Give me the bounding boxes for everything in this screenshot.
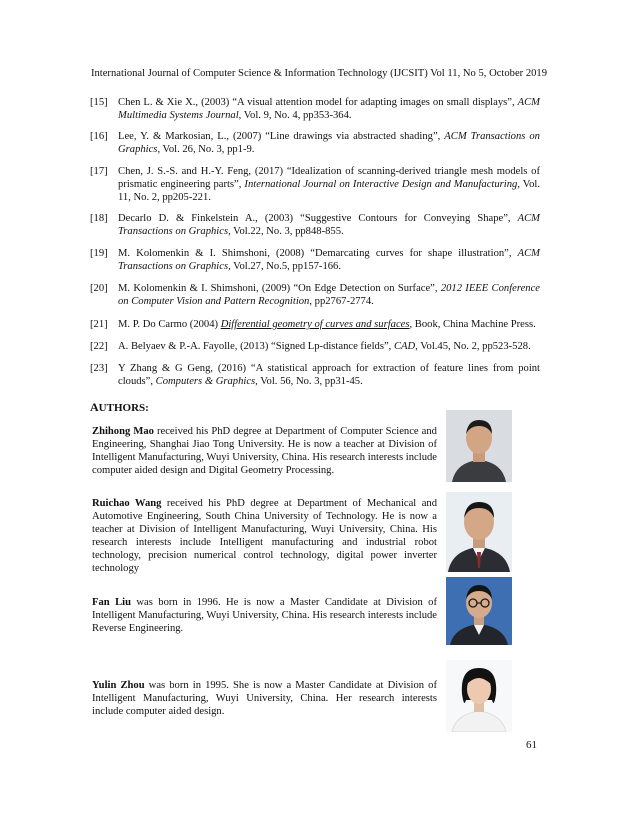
reference-23	[90, 362, 540, 388]
reference-venue: ACM Multimedia Systems Journal	[118, 97, 540, 121]
author-bio-text: was born in 1995. She is now a Master Candidate at Division of Intelligent Manufacturing, Wuyi University, China. Her research interests include computer aided design.	[92, 680, 437, 717]
reference-number: [20]	[90, 283, 108, 294]
reference-text: Y Zhang & G Geng, (2016) “A statistical approach for extraction of feature lines from point clouds”,	[118, 363, 540, 387]
author-name: Ruichao Wang	[92, 498, 162, 509]
authors-heading: AUTHORS:	[90, 400, 149, 414]
reference-number: [18]	[90, 213, 108, 224]
author-photo-liu	[446, 577, 512, 645]
reference-tail: , Vol. 11, No. 2, pp205-221.	[118, 179, 540, 203]
author-photo-zhou	[446, 660, 512, 732]
reference-number: [19]	[90, 248, 108, 259]
reference-text: A. Belyaev & P.-A. Fayolle, (2013) “Signed Lp-distance fields”,	[118, 341, 394, 352]
reference-tail: , Vol. 9, No. 4, pp353-364.	[238, 110, 352, 121]
running-header: International Journal of Computer Science & Information Technology (IJCSIT) Vol 11, No 5, October 2019	[90, 68, 548, 79]
reference-tail: , Vol.22, No. 3, pp848-855.	[228, 226, 344, 237]
reference-text: Lee, Y. & Markosian, L., (2007) “Line drawings via abstracted shading”,	[118, 131, 445, 142]
reference-venue: Computers & Graphics	[155, 376, 256, 387]
reference-22	[90, 340, 540, 353]
author-photo-mao	[446, 410, 512, 482]
reference-16	[90, 130, 540, 156]
author-bio-text: was born in 1996. He is now a Master Candidate at Division of Intelligent Manufacturing, Wuyi University, China. His research interests include Reverse Engineering.	[92, 597, 437, 634]
reference-21	[90, 318, 540, 331]
reference-number: [22]	[90, 341, 108, 352]
reference-tail: , Book, China Machine Press.	[409, 319, 536, 330]
author-bio-liu	[92, 596, 437, 635]
author-photo-wang	[446, 492, 512, 572]
reference-text: M. Kolomenkin & I. Shimshoni, (2008) “Demarcating curves for shape illustration”,	[118, 248, 518, 259]
author-bio-wang	[92, 497, 437, 575]
page-number: 61	[526, 739, 537, 751]
author-bio-zhou	[92, 679, 437, 718]
reference-text: M. Kolomenkin & I. Shimshoni, (2009) “On Edge Detection on Surface”,	[118, 283, 441, 294]
reference-number: [23]	[90, 363, 108, 374]
reference-15	[90, 96, 540, 122]
reference-number: [17]	[90, 166, 108, 177]
reference-text: M. P. Do Carmo (2004)	[118, 319, 221, 330]
reference-number: [15]	[90, 97, 108, 108]
reference-18	[90, 212, 540, 238]
reference-tail: , Vol. 26, No. 3, pp1-9.	[157, 144, 255, 155]
reference-tail: , Vol.27, No.5, pp157-166.	[228, 261, 341, 272]
reference-text: Chen, J. S.-S. and H.-Y. Feng, (2017) “Idealization of scanning-derived triangle mesh models of prismatic engineering parts”,	[118, 166, 540, 190]
author-bio-text: received his PhD degree at Department of Mechanical and Automotive Engineering, South China University of Technology. He is now a teacher at Division of Intelligent Manufacturing, Wuyi University, China. His research interests include Intelligent manufacturing and industrial robot technology, precision numerical control technology, digital power inverter technology	[92, 498, 437, 574]
reference-tail: , Vol. 56, No. 3, pp31-45.	[255, 376, 363, 387]
reference-tail: , Vol.45, No. 2, pp523-528.	[415, 341, 531, 352]
reference-text: Chen L. & Xie X., (2003) “A visual attention model for adapting images on small displays”,	[118, 97, 518, 108]
author-bio-mao	[92, 425, 437, 477]
author-name: Fan Liu	[92, 597, 131, 608]
reference-number: [21]	[90, 319, 108, 330]
reference-venue: International Journal on Interactive Design and Manufacturing	[244, 179, 518, 190]
reference-20	[90, 282, 540, 308]
reference-venue: ACM Transactions on Graphics	[118, 131, 540, 155]
reference-number: [16]	[90, 131, 108, 142]
reference-19	[90, 247, 540, 273]
author-name: Zhihong Mao	[92, 426, 154, 437]
reference-venue: Differential geometry of curves and surfaces	[220, 319, 410, 330]
reference-venue: ACM Transactions on Graphics	[118, 213, 540, 237]
reference-venue: CAD	[393, 341, 416, 352]
reference-tail: , pp2767-2774.	[309, 296, 374, 307]
reference-venue: ACM Transactions on Graphics	[118, 248, 540, 272]
reference-venue: 2012 IEEE Conference on Computer Vision and Pattern Recognition	[118, 283, 540, 307]
reference-text: Decarlo D. & Finkelstein A., (2003) “Suggestive Contours for Conveying Shape”,	[118, 213, 518, 224]
author-bio-text: received his PhD degree at Department of Computer Science and Engineering, Shanghai Jiao Tong University. He is now a teacher at Division of Intelligent Manufacturing, Wuyi University, China. His research interests include computer aided design and Digital Geometry Processing.	[92, 426, 437, 476]
author-name: Yulin Zhou	[92, 680, 145, 691]
reference-17	[90, 165, 540, 204]
